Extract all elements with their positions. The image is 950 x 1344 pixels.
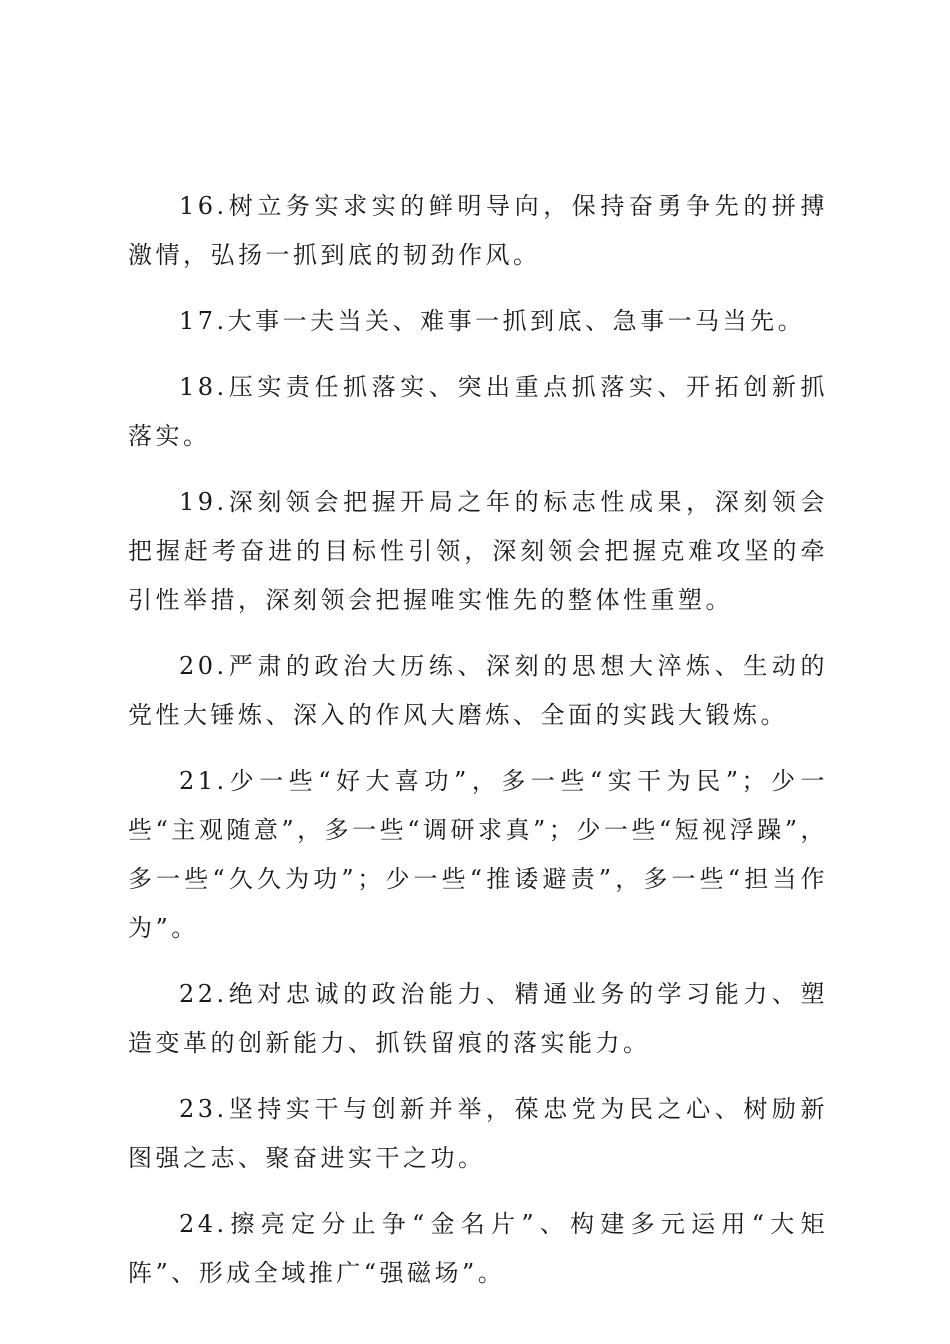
paragraph-17: 17.大事一夫当关、难事一抓到底、急事一马当先。: [179, 307, 806, 335]
paragraph-23: 23.坚持实干与创新并举，葆忠党为民之心、树励新图强之志、聚奋进实干之功。: [128, 1095, 828, 1172]
paragraph-19: 19.深刻领会把握开局之年的标志性成果，深刻领会把握赶考奋进的目标性引领，深刻领会把握克难攻坚的牵引性举措，深刻领会把握唯实惟先的整体性重塑。: [128, 488, 828, 614]
paragraph-24: 24.擦亮定分止争“金名片”、构建多元运用“大矩阵”、形成全域推广“强磁场”。: [128, 1210, 828, 1287]
paragraph-20: 20.严肃的政治大历练、深刻的思想大淬炼、生动的党性大锤炼、深入的作风大磨炼、全面的实践大锻炼。: [128, 652, 828, 729]
paragraph-22: 22.绝对忠诚的政治能力、精通业务的学习能力、塑造变革的创新能力、抓铁留痕的落实能力。: [128, 980, 828, 1057]
document-body: [128, 182, 828, 1315]
paragraph-18: 18.压实责任抓落实、突出重点抓落实、开拓创新抓落实。: [128, 373, 828, 450]
paragraph-21: 21.少一些“好大喜功”，多一些“实干为民”；少一些“主观随意”，多一些“调研求真”；少一些“短视浮躁”，多一些“久久为功”；少一些“推诿避责”，多一些“担当作为”。: [128, 767, 828, 942]
paragraph-16: 16.树立务实求实的鲜明导向，保持奋勇争先的拼搏激情，弘扬一抓到底的韧劲作风。: [128, 192, 828, 269]
